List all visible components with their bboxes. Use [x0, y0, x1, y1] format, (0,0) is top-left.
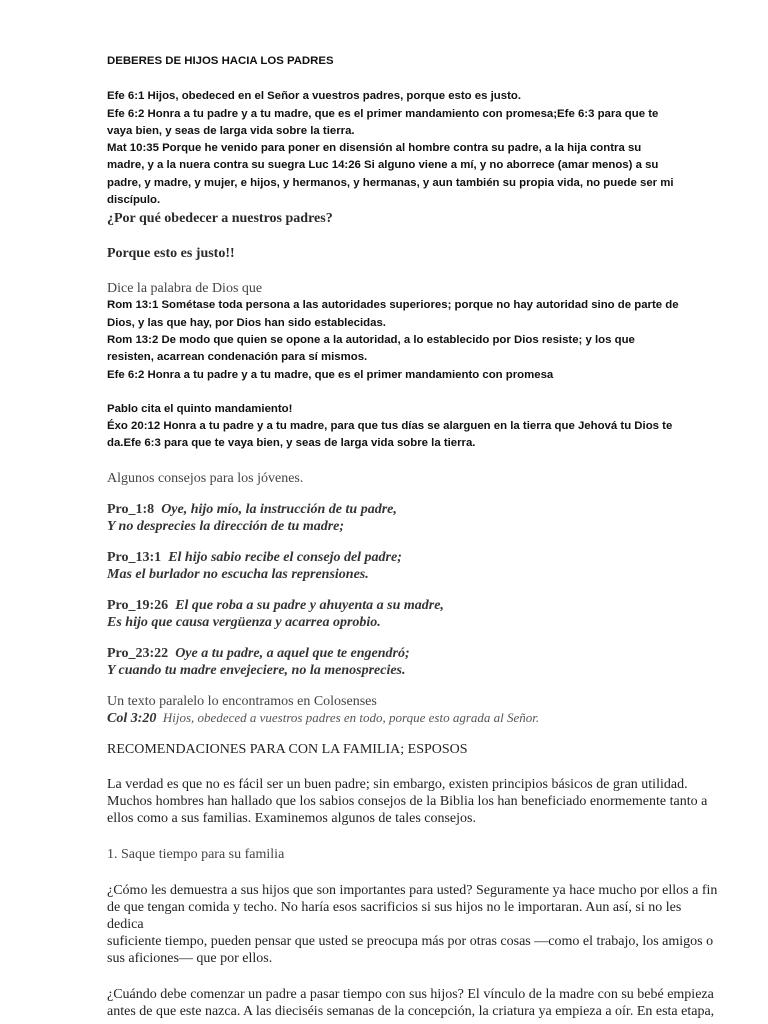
- verses-block-1: [107, 88, 719, 209]
- proverb-text: Oye a tu padre, a aquel que te engendró;: [175, 645, 410, 661]
- text-line: Efe 6:1 Hijos, obedeced en el Señor a vuestros padres, porque esto es justo.: [107, 90, 521, 103]
- proverb-ref: Pro_23:22: [107, 645, 169, 661]
- text-line: da.Efe 6:3 para que te vaya bien, y seas de larga vida sobre la tierra.: [107, 437, 476, 450]
- text-line: Éxo 20:12 Honra a tu padre y a tu madre, para que tus días se alarguen en la tierra que Jehová tu Dios te: [107, 420, 673, 433]
- text-line: padre, y madre, y mujer, e hijos, y hermanos, y hermanas, y aun también su propia vida, no puede ser mi: [107, 176, 674, 189]
- proverb-line-2: Mas el burlador no escucha las reprensiones.: [107, 566, 369, 582]
- text-line: Mat 10:35 Porque he venido para poner en disensión al hombre contra su padre, a la hija contra su: [107, 142, 642, 155]
- text-line: sus aficiones— que por ellos.: [107, 950, 273, 966]
- proverb-text: Oye, hijo mío, la instrucción de tu padre,: [161, 501, 397, 517]
- document-page: [107, 53, 719, 1020]
- proverb-block: [107, 597, 719, 631]
- proverb-line-1: [107, 645, 719, 662]
- text-line: vaya bien, y seas de larga vida sobre la tierra.: [107, 124, 355, 137]
- text-line: suficiente tiempo, pueden pensar que usted se preocupa más por otras cosas —como el trabajo, los amigos o: [107, 933, 714, 949]
- paralelo-line: Un texto paralelo lo encontramos en Colosenses: [107, 693, 377, 709]
- text-line: ¿Cómo les demuestra a sus hijos que son importantes para usted? Seguramente ya hace mucho por ellos a fin: [107, 882, 718, 898]
- text-line: Efe 6:2 Honra a tu padre y a tu madre, que es el primer mandamiento con promesa;Efe 6:3 para que te: [107, 107, 659, 120]
- text-line: Rom 13:2 De modo que quien se opone a la autoridad, a lo establecido por Dios resiste; y los que: [107, 333, 635, 346]
- text-line: discípulo.: [107, 194, 161, 207]
- list-item-heading: 1. Saque tiempo para su familia: [107, 846, 285, 862]
- intro-line: Dice la palabra de Dios que: [107, 281, 263, 297]
- proverb-line-1: [107, 597, 719, 614]
- document-title: DEBERES DE HIJOS HACIA LOS PADRES: [107, 55, 334, 67]
- text-line: de que tengan comida y techo. No haría esos sacrificios si sus hijos no le importaran. Aun así, si no les dedica: [107, 899, 682, 932]
- paragraph-1: [107, 776, 719, 827]
- proverb-line-2: Y no desprecies la dirección de tu madre;: [107, 518, 345, 534]
- section-heading: RECOMENDACIONES PARA CON LA FAMILIA; ESPOSOS: [107, 741, 468, 757]
- text-line: resisten, acarrean condenación para sí mismos.: [107, 351, 368, 364]
- proverb-block: [107, 549, 719, 583]
- question-heading: ¿Por qué obedecer a nuestros padres?: [107, 211, 333, 227]
- consejos-heading: Algunos consejos para los jóvenes.: [107, 470, 304, 486]
- proverb-block: [107, 501, 719, 535]
- proverb-line-1: [107, 549, 719, 566]
- text-line: madre, y a la nuera contra su suegra Luc 14:26 Si alguno viene a mí, y no aborrece (amar menos) a su: [107, 159, 659, 172]
- proverb-block: [107, 645, 719, 679]
- text-line: ellos como a sus familias. Examinemos algunos de tales consejos.: [107, 810, 476, 826]
- colossians-ref: Col 3:20: [107, 710, 157, 726]
- colossians-verse: [107, 710, 719, 727]
- paragraph-3: [107, 986, 719, 1020]
- text-line: Muchos hombres han hallado que los sabios consejos de la Biblia los han beneficiado enormemente tanto a: [107, 793, 708, 809]
- proverb-line-1: [107, 501, 719, 518]
- verses-block-2: [107, 297, 719, 383]
- proverb-line-2: Y cuando tu madre envejeciere, no la menosprecies.: [107, 662, 406, 678]
- proverb-line-2: Es hijo que causa vergüenza y acarrea oprobio.: [107, 614, 381, 630]
- text-line: La verdad es que no es fácil ser un buen padre; sin embargo, existen principios básicos de gran utilidad.: [107, 776, 688, 792]
- text-line: antes de que este nazca. A las dieciséis semanas de la concepción, la criatura ya empieza a oír. En esta etapa,: [107, 1003, 715, 1019]
- text-line: Rom 13:1 Sométase toda persona a las autoridades superiores; porque no hay autoridad sino de parte de: [107, 299, 679, 312]
- proverb-text: El que roba a su padre y ahuyenta a su madre,: [175, 597, 444, 613]
- paragraph-2: [107, 882, 719, 967]
- text-line: Pablo cita el quinto mandamiento!: [107, 402, 293, 415]
- colossians-text: Hijos, obedeced a vuestros padres en todo, porque esto agrada al Señor.: [162, 709, 540, 725]
- proverb-text: El hijo sabio recibe el consejo del padre;: [168, 549, 402, 565]
- text-line: Efe 6:2 Honra a tu padre y a tu madre, que es el primer mandamiento con promesa: [107, 368, 554, 381]
- proverb-ref: Pro_19:26: [107, 597, 169, 613]
- text-line: Dios, y las que hay, por Dios han sido establecidas.: [107, 316, 386, 329]
- proverb-ref: Pro_13:1: [107, 549, 162, 565]
- verses-block-3: [107, 401, 719, 453]
- proverb-ref: Pro_1:8: [107, 501, 155, 517]
- answer-heading: Porque esto es justo!!: [107, 246, 235, 262]
- text-line: ¿Cuándo debe comenzar un padre a pasar tiempo con sus hijos? El vínculo de la madre con su bebé empieza: [107, 986, 714, 1002]
